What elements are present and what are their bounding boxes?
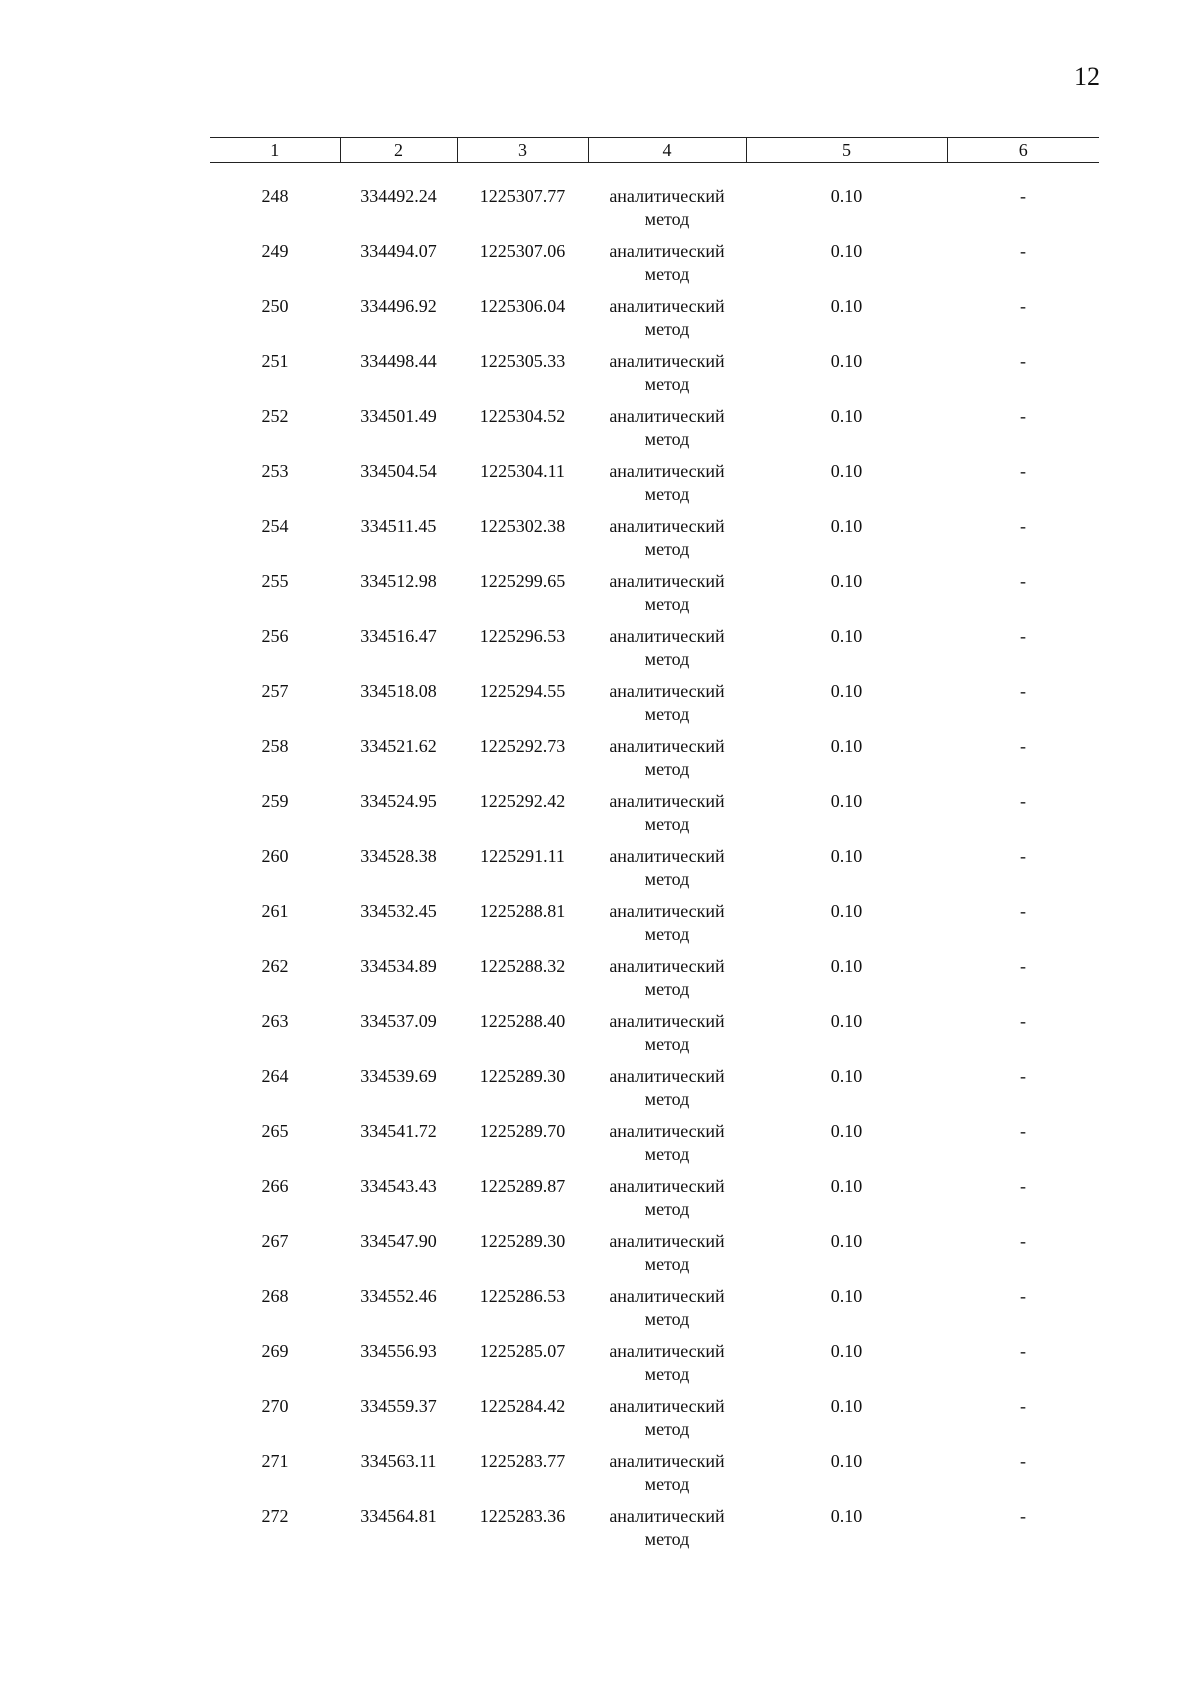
method-text-line1: аналитический [609, 1011, 725, 1031]
method-text-line1: аналитический [609, 1176, 725, 1196]
method-cell [588, 1230, 746, 1285]
point-number-cell: 266 [261, 1176, 289, 1196]
method-cell [588, 1395, 746, 1450]
method-cell [588, 1120, 746, 1175]
x-coordinate-cell: 334532.45 [360, 901, 437, 921]
table-row [210, 1450, 1099, 1505]
x-coordinate-cell: 334498.44 [360, 351, 437, 371]
table-row [210, 570, 1099, 625]
point-number-cell: 251 [261, 351, 289, 371]
method-text-line1: аналитический [609, 736, 725, 756]
table-row [210, 900, 1099, 955]
x-coordinate-cell: 334537.09 [360, 1011, 437, 1031]
x-coordinate-cell: 334501.49 [360, 406, 437, 426]
method-cell [588, 240, 746, 295]
point-number-cell: 254 [261, 516, 289, 536]
method-text-line2: метод [644, 979, 690, 999]
y-coordinate-cell: 1225289.70 [479, 1121, 566, 1141]
accuracy-cell: 0.10 [830, 1121, 863, 1141]
method-text-line1: аналитический [609, 1396, 725, 1416]
method-cell [588, 295, 746, 350]
method-text-line2: метод [644, 1309, 690, 1329]
y-coordinate-cell: 1225289.30 [479, 1066, 566, 1086]
accuracy-cell: 0.10 [830, 736, 863, 756]
method-text-line1: аналитический [609, 1121, 725, 1141]
note-cell: - [1020, 1176, 1026, 1196]
method-text-line1: аналитический [609, 956, 725, 976]
method-text-line2: метод [644, 264, 690, 284]
table-row [210, 1505, 1099, 1560]
header-row [210, 138, 1099, 163]
method-text-line2: метод [644, 484, 690, 504]
accuracy-cell: 0.10 [830, 791, 863, 811]
point-number-cell: 270 [261, 1396, 289, 1416]
method-text-line2: метод [644, 649, 690, 669]
x-coordinate-cell: 334516.47 [360, 626, 437, 646]
method-text-line1: аналитический [609, 681, 725, 701]
table-row [210, 1230, 1099, 1285]
method-text-line2: метод [644, 539, 690, 559]
accuracy-cell: 0.10 [830, 571, 863, 591]
column-header-6: 6 [947, 138, 1099, 163]
x-coordinate-cell: 334511.45 [360, 516, 437, 536]
table-row [210, 1175, 1099, 1230]
point-number-cell: 268 [261, 1286, 289, 1306]
point-number-cell: 250 [261, 296, 289, 316]
method-text-line2: метод [644, 429, 690, 449]
accuracy-cell: 0.10 [830, 1451, 863, 1471]
note-cell: - [1020, 351, 1026, 371]
column-header-2: 2 [340, 138, 457, 163]
point-number-cell: 255 [261, 571, 289, 591]
column-header-3: 3 [457, 138, 588, 163]
table-row [210, 295, 1099, 350]
method-text-line2: метод [644, 1089, 690, 1109]
x-coordinate-cell: 334552.46 [360, 1286, 437, 1306]
table-row [210, 1065, 1099, 1120]
y-coordinate-cell: 1225299.65 [479, 571, 566, 591]
point-number-cell: 272 [261, 1506, 289, 1526]
x-coordinate-cell: 334559.37 [360, 1396, 437, 1416]
method-text-line1: аналитический [609, 1231, 725, 1251]
point-number-cell: 248 [261, 186, 289, 206]
method-cell [588, 185, 746, 240]
table-row [210, 1010, 1099, 1065]
accuracy-cell: 0.10 [830, 956, 863, 976]
method-cell [588, 515, 746, 570]
point-number-cell: 258 [261, 736, 289, 756]
method-cell [588, 1010, 746, 1065]
x-coordinate-cell: 334556.93 [360, 1341, 437, 1361]
point-number-cell: 271 [261, 1451, 289, 1471]
x-coordinate-cell: 334494.07 [360, 241, 437, 261]
y-coordinate-cell: 1225307.77 [479, 186, 566, 206]
accuracy-cell: 0.10 [830, 1341, 863, 1361]
x-coordinate-cell: 334539.69 [360, 1066, 437, 1086]
table-row [210, 625, 1099, 680]
point-number-cell: 249 [261, 241, 289, 261]
method-text-line1: аналитический [609, 351, 725, 371]
accuracy-cell: 0.10 [830, 901, 863, 921]
note-cell: - [1020, 956, 1026, 976]
y-coordinate-cell: 1225284.42 [479, 1396, 566, 1416]
method-text-line2: метод [644, 1199, 690, 1219]
coordinates-table [210, 137, 1099, 1560]
method-text-line1: аналитический [609, 791, 725, 811]
y-coordinate-cell: 1225288.32 [479, 956, 566, 976]
method-text-line2: метод [644, 1474, 690, 1494]
method-text-line2: метод [644, 1419, 690, 1439]
method-text-line1: аналитический [609, 571, 725, 591]
point-number-cell: 265 [261, 1121, 289, 1141]
point-number-cell: 261 [261, 901, 289, 921]
note-cell: - [1020, 1286, 1026, 1306]
y-coordinate-cell: 1225291.11 [480, 846, 565, 866]
method-cell [588, 735, 746, 790]
x-coordinate-cell: 334541.72 [360, 1121, 437, 1141]
y-coordinate-cell: 1225302.38 [479, 516, 566, 536]
accuracy-cell: 0.10 [830, 1011, 863, 1031]
method-text-line1: аналитический [609, 846, 725, 866]
y-coordinate-cell: 1225296.53 [479, 626, 566, 646]
note-cell: - [1020, 1231, 1026, 1251]
note-cell: - [1020, 1011, 1026, 1031]
note-cell: - [1020, 186, 1026, 206]
coordinates-table-container [210, 137, 1099, 1560]
method-text-line1: аналитический [609, 186, 725, 206]
method-cell [588, 1285, 746, 1340]
y-coordinate-cell: 1225285.07 [479, 1341, 566, 1361]
method-cell [588, 1450, 746, 1505]
method-cell [588, 955, 746, 1010]
table-row [210, 185, 1099, 240]
table-row [210, 460, 1099, 515]
method-text-line1: аналитический [609, 901, 725, 921]
note-cell: - [1020, 296, 1026, 316]
accuracy-cell: 0.10 [830, 296, 863, 316]
y-coordinate-cell: 1225286.53 [479, 1286, 566, 1306]
method-text-line2: метод [644, 1034, 690, 1054]
method-text-line2: метод [644, 1529, 690, 1549]
note-cell: - [1020, 846, 1026, 866]
note-cell: - [1020, 681, 1026, 701]
table-spacer [210, 163, 1099, 186]
note-cell: - [1020, 1121, 1026, 1141]
accuracy-cell: 0.10 [830, 846, 863, 866]
method-text-line2: метод [644, 209, 690, 229]
y-coordinate-cell: 1225294.55 [479, 681, 566, 701]
method-text-line1: аналитический [609, 1066, 725, 1086]
method-text-line1: аналитический [609, 296, 725, 316]
accuracy-cell: 0.10 [830, 681, 863, 701]
y-coordinate-cell: 1225288.40 [479, 1011, 566, 1031]
y-coordinate-cell: 1225283.36 [479, 1506, 566, 1526]
note-cell: - [1020, 736, 1026, 756]
method-text-line1: аналитический [609, 1286, 725, 1306]
accuracy-cell: 0.10 [830, 1396, 863, 1416]
method-cell [588, 790, 746, 845]
method-text-line2: метод [644, 1254, 690, 1274]
point-number-cell: 267 [261, 1231, 289, 1251]
table-row [210, 1340, 1099, 1395]
point-number-cell: 253 [261, 461, 289, 481]
method-cell [588, 570, 746, 625]
note-cell: - [1020, 901, 1026, 921]
accuracy-cell: 0.10 [830, 1176, 863, 1196]
note-cell: - [1020, 626, 1026, 646]
table-row [210, 735, 1099, 790]
note-cell: - [1020, 461, 1026, 481]
accuracy-cell: 0.10 [830, 461, 863, 481]
y-coordinate-cell: 1225292.42 [479, 791, 566, 811]
x-coordinate-cell: 334528.38 [360, 846, 437, 866]
accuracy-cell: 0.10 [830, 1231, 863, 1251]
method-text-line2: метод [644, 759, 690, 779]
note-cell: - [1020, 1451, 1026, 1471]
accuracy-cell: 0.10 [830, 186, 863, 206]
x-coordinate-cell: 334564.81 [360, 1506, 437, 1526]
x-coordinate-cell: 334492.24 [360, 186, 437, 206]
x-coordinate-cell: 334521.62 [360, 736, 437, 756]
note-cell: - [1020, 1341, 1026, 1361]
table-row [210, 790, 1099, 845]
point-number-cell: 252 [261, 406, 289, 426]
accuracy-cell: 0.10 [830, 406, 863, 426]
note-cell: - [1020, 1396, 1026, 1416]
method-text-line2: метод [644, 1144, 690, 1164]
y-coordinate-cell: 1225304.11 [480, 461, 565, 481]
method-cell [588, 350, 746, 405]
table-header [210, 138, 1099, 163]
method-text-line1: аналитический [609, 516, 725, 536]
table-row [210, 1395, 1099, 1450]
table-row [210, 1120, 1099, 1175]
point-number-cell: 260 [261, 846, 289, 866]
note-cell: - [1020, 571, 1026, 591]
method-text-line2: метод [644, 1364, 690, 1384]
accuracy-cell: 0.10 [830, 516, 863, 536]
table-row [210, 240, 1099, 295]
method-cell [588, 460, 746, 515]
point-number-cell: 269 [261, 1341, 289, 1361]
method-cell [588, 900, 746, 955]
x-coordinate-cell: 334543.43 [360, 1176, 437, 1196]
x-coordinate-cell: 334518.08 [360, 681, 437, 701]
note-cell: - [1020, 241, 1026, 261]
y-coordinate-cell: 1225289.87 [479, 1176, 566, 1196]
accuracy-cell: 0.10 [830, 1286, 863, 1306]
table-row [210, 515, 1099, 570]
note-cell: - [1020, 1066, 1026, 1086]
x-coordinate-cell: 334534.89 [360, 956, 437, 976]
y-coordinate-cell: 1225306.04 [479, 296, 566, 316]
method-text-line2: метод [644, 869, 690, 889]
note-cell: - [1020, 516, 1026, 536]
column-header-4: 4 [588, 138, 746, 163]
method-text-line1: аналитический [609, 1341, 725, 1361]
x-coordinate-cell: 334504.54 [360, 461, 437, 481]
method-text-line1: аналитический [609, 461, 725, 481]
method-cell [588, 1505, 746, 1560]
point-number-cell: 264 [261, 1066, 289, 1086]
table-row [210, 1285, 1099, 1340]
y-coordinate-cell: 1225289.30 [479, 1231, 566, 1251]
x-coordinate-cell: 334512.98 [360, 571, 437, 591]
column-header-1: 1 [210, 138, 340, 163]
table-row [210, 350, 1099, 405]
point-number-cell: 256 [261, 626, 289, 646]
method-cell [588, 405, 746, 460]
note-cell: - [1020, 406, 1026, 426]
y-coordinate-cell: 1225305.33 [479, 351, 566, 371]
point-number-cell: 262 [261, 956, 289, 976]
method-text-line1: аналитический [609, 626, 725, 646]
method-text-line1: аналитический [609, 241, 725, 261]
page-number: 12 [1074, 62, 1100, 91]
method-cell [588, 625, 746, 680]
method-text-line1: аналитический [609, 1451, 725, 1471]
method-text-line2: метод [644, 924, 690, 944]
accuracy-cell: 0.10 [830, 241, 863, 261]
y-coordinate-cell: 1225292.73 [479, 736, 566, 756]
method-text-line1: аналитический [609, 1506, 725, 1526]
method-cell [588, 1175, 746, 1230]
method-cell [588, 1065, 746, 1120]
point-number-cell: 259 [261, 791, 289, 811]
table-row [210, 680, 1099, 735]
y-coordinate-cell: 1225288.81 [479, 901, 566, 921]
method-text-line2: метод [644, 374, 690, 394]
y-coordinate-cell: 1225283.77 [479, 1451, 566, 1471]
x-coordinate-cell: 334547.90 [360, 1231, 437, 1251]
method-cell [588, 845, 746, 900]
note-cell: - [1020, 791, 1026, 811]
table-body [210, 163, 1099, 1561]
accuracy-cell: 0.10 [830, 1506, 863, 1526]
method-text-line2: метод [644, 704, 690, 724]
method-text-line2: метод [644, 814, 690, 834]
column-header-5: 5 [746, 138, 947, 163]
point-number-cell: 263 [261, 1011, 289, 1031]
accuracy-cell: 0.10 [830, 1066, 863, 1086]
y-coordinate-cell: 1225304.52 [479, 406, 566, 426]
x-coordinate-cell: 334496.92 [360, 296, 437, 316]
table-row [210, 845, 1099, 900]
table-row [210, 405, 1099, 460]
method-text-line2: метод [644, 594, 690, 614]
method-cell [588, 680, 746, 735]
accuracy-cell: 0.10 [830, 351, 863, 371]
x-coordinate-cell: 334563.11 [360, 1451, 437, 1471]
method-text-line1: аналитический [609, 406, 725, 426]
x-coordinate-cell: 334524.95 [360, 791, 437, 811]
method-text-line2: метод [644, 319, 690, 339]
accuracy-cell: 0.10 [830, 626, 863, 646]
point-number-cell: 257 [261, 681, 289, 701]
method-cell [588, 1340, 746, 1395]
note-cell: - [1020, 1506, 1026, 1526]
y-coordinate-cell: 1225307.06 [479, 241, 566, 261]
table-row [210, 955, 1099, 1010]
